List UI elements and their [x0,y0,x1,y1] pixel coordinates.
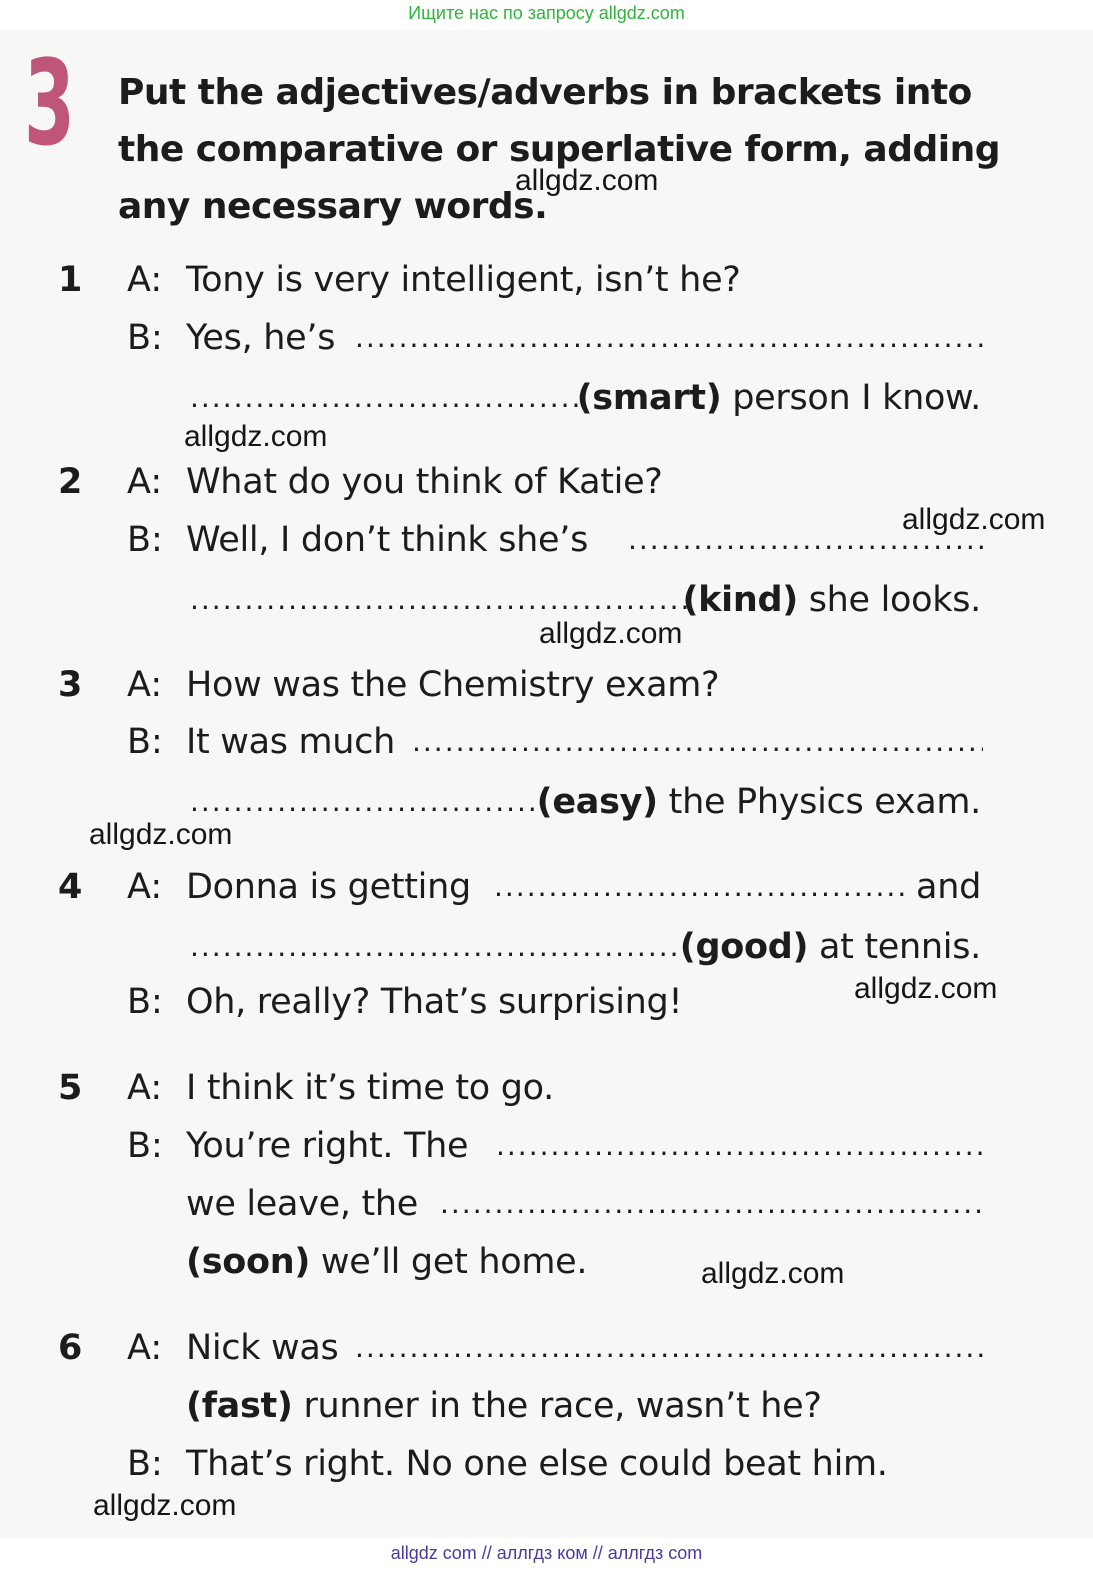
question-lead: Nick was [186,1328,339,1368]
answer-tail [537,780,981,824]
answer-blank[interactable] [190,376,582,420]
speaker-label: A: [127,260,163,300]
answer-blank[interactable] [190,780,542,824]
watermark-text: allgdz.com [854,972,998,1005]
speaker-label: B: [127,1444,163,1484]
answer-tail [577,376,981,420]
speaker-label: B: [127,520,163,560]
speaker-label: B: [127,318,163,358]
answer-tail-text: she looks. [808,580,981,620]
item-number: 5 [58,1068,83,1108]
speaker-label: A: [127,1328,163,1368]
speaker-label: A: [127,665,163,705]
watermark-text: allgdz.com [89,818,233,851]
question-and: and [916,867,981,907]
watermark-text: allgdz.com [902,503,1046,536]
bracket-word: (fast) [186,1386,293,1426]
answer-mid: we leave, the [186,1184,419,1224]
answer-blank[interactable] [496,1124,983,1168]
speaker-label: A: [127,1068,163,1108]
bracket-word: (smart) [576,378,722,418]
answer-tail-text: person I know. [732,378,981,418]
watermark-text: allgdz.com [701,1257,845,1290]
speaker-label: A: [127,867,163,907]
answer-blank[interactable] [412,720,983,764]
speaker-label: B: [127,982,163,1022]
answer-tail-text: we’ll get home. [320,1242,588,1282]
answer-blank[interactable] [190,578,688,622]
item-number: 2 [58,462,83,502]
question-text: What do you think of Katie? [186,462,663,502]
item-number: 3 [58,665,83,705]
bracket-word: (kind) [682,580,798,620]
item-number: 4 [58,867,83,907]
exercise-number: 3 [24,34,75,172]
question-text: How was the Chemistry exam? [186,665,720,705]
item-number: 1 [58,260,83,300]
exercise-instruction: Put the adjectives/adverbs in brackets into the comparative or superlative form, adding any necessary words. [118,72,1000,227]
answer-blank[interactable] [190,925,682,969]
watermark-text: allgdz.com [515,164,659,197]
question-text: Tony is very intelligent, isn’t he? [186,260,741,300]
top-banner[interactable]: Ищите нас по запросу allgdz.com [408,3,685,23]
bracket-word: (soon) [186,1242,311,1282]
speaker-label: A: [127,462,163,502]
answer-blank[interactable] [494,865,906,909]
speaker-label: B: [127,722,163,762]
question-tail-text: at tennis. [818,927,981,967]
answer-text: Oh, really? That’s surprising! [186,982,683,1022]
question-text: I think it’s time to go. [186,1068,554,1108]
question-tail [186,1384,822,1428]
answer-lead: It was much [186,722,396,762]
item-number: 6 [58,1328,83,1368]
speaker-label: B: [127,1126,163,1166]
question-tail [680,925,981,969]
answer-text: That’s right. No one else could beat him. [186,1444,888,1484]
question-tail-text: runner in the race, wasn’t he? [303,1386,822,1426]
answer-tail [682,578,981,622]
answer-lead: Yes, he’s [186,318,336,358]
answer-lead: Well, I don’t think she’s [186,520,589,560]
bracket-word: (good) [679,927,809,967]
answer-blank[interactable] [355,1326,983,1370]
answer-tail-text: the Physics exam. [668,782,981,822]
watermark-text: allgdz.com [539,617,683,650]
answer-lead: You’re right. The [186,1126,469,1166]
answer-blank[interactable] [355,316,983,360]
watermark-text: allgdz.com [93,1489,237,1522]
answer-tail [186,1240,587,1284]
question-lead: Donna is getting [186,867,471,907]
watermark-text: allgdz.com [184,420,328,453]
bracket-word: (easy) [536,782,658,822]
bottom-banner[interactable]: allgdz com // аллгдз ком // аллгдз com [390,1543,703,1563]
answer-blank[interactable] [440,1182,983,1226]
